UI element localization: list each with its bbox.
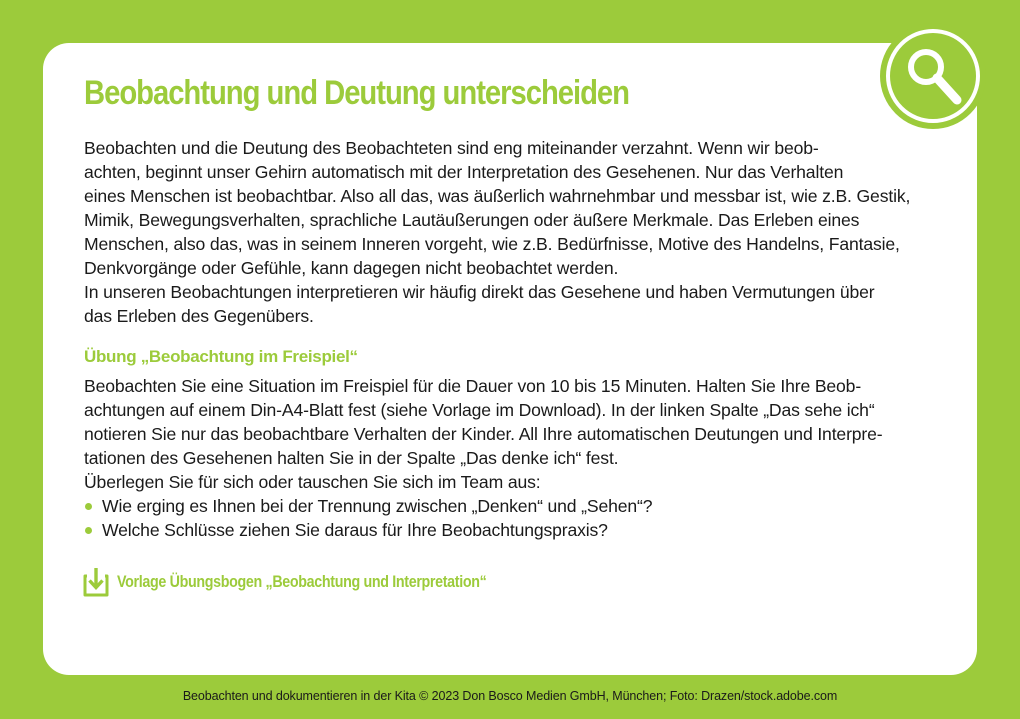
footer-credit: Beobachten und dokumentieren in der Kita © 2023 Don Bosco Medien GmbH, München; Foto: Drazen/stock.adobe.com bbox=[182, 689, 838, 703]
download-link[interactable] bbox=[83, 567, 557, 597]
bullet-icon bbox=[85, 503, 92, 510]
intro-line: Mimik, Bewegungsverhalten, sprachliche Lautäußerungen oder äußere Merkmale. Das Erleben eines bbox=[84, 210, 860, 230]
exercise-line: Überlegen Sie für sich oder tauschen Sie sich im Team aus: bbox=[84, 472, 541, 492]
bullet-icon bbox=[85, 527, 92, 534]
exercise-line: notieren Sie nur das beobachtbare Verhalten der Kinder. All Ihre automatischen Deutungen und Interpre- bbox=[84, 424, 883, 444]
intro-line: Menschen, also das, was in seinem Inneren vorgeht, wie z.B. Bedürfnisse, Motive des Handelns, Fantasie, bbox=[84, 234, 900, 254]
intro-line: das Erleben des Gegenübers. bbox=[84, 306, 314, 326]
exercise-line: achtungen auf einem Din-A4-Blatt fest (siehe Vorlage im Download). In der linken Spalte „Das sehe ich“ bbox=[84, 400, 875, 420]
question-text: Welche Schlüsse ziehen Sie daraus für Ihre Beobachtungspraxis? bbox=[102, 520, 608, 540]
intro-line: achten, beginnt unser Gehirn automatisch mit der Interpretation des Gesehenen. Nur das Verhalten bbox=[84, 162, 844, 182]
list-item bbox=[84, 518, 652, 542]
intro-paragraph bbox=[84, 136, 910, 328]
intro-line: In unseren Beobachtungen interpretieren wir häufig direkt das Gesehene und haben Vermutungen über bbox=[84, 282, 875, 302]
intro-line: Denkvorgänge oder Gefühle, kann dagegen nicht beobachtet werden. bbox=[84, 258, 619, 278]
exercise-heading: Übung „Beobachtung im Freispiel“ bbox=[84, 347, 358, 366]
question-text: Wie erging es Ihnen bei der Trennung zwischen „Denken“ und „Sehen“? bbox=[102, 496, 653, 516]
exercise-line: Beobachten Sie eine Situation im Freispiel für die Dauer von 10 bis 15 Minuten. Halten Sie Ihre Beob- bbox=[84, 376, 862, 396]
question-list bbox=[84, 494, 652, 542]
magnifier-icon bbox=[877, 20, 989, 132]
intro-line: Beobachten und die Deutung des Beobachteten sind eng miteinander verzahnt. Wenn wir beob- bbox=[84, 138, 819, 158]
download-icon bbox=[83, 567, 109, 597]
exercise-line: tationen des Gesehenen halten Sie in der Spalte „Das denke ich“ fest. bbox=[84, 448, 619, 468]
list-item bbox=[84, 494, 652, 518]
download-label[interactable]: Vorlage Übungsbogen „Beobachtung und Interpretation“ bbox=[117, 572, 487, 591]
exercise-paragraph bbox=[84, 374, 882, 494]
page-title: Beobachtung und Deutung unterscheiden bbox=[84, 74, 629, 112]
intro-line: eines Menschen ist beobachtbar. Also all das, was äußerlich wahrnehmbar und messbar ist, wie z.B. Gestik, bbox=[84, 186, 911, 206]
